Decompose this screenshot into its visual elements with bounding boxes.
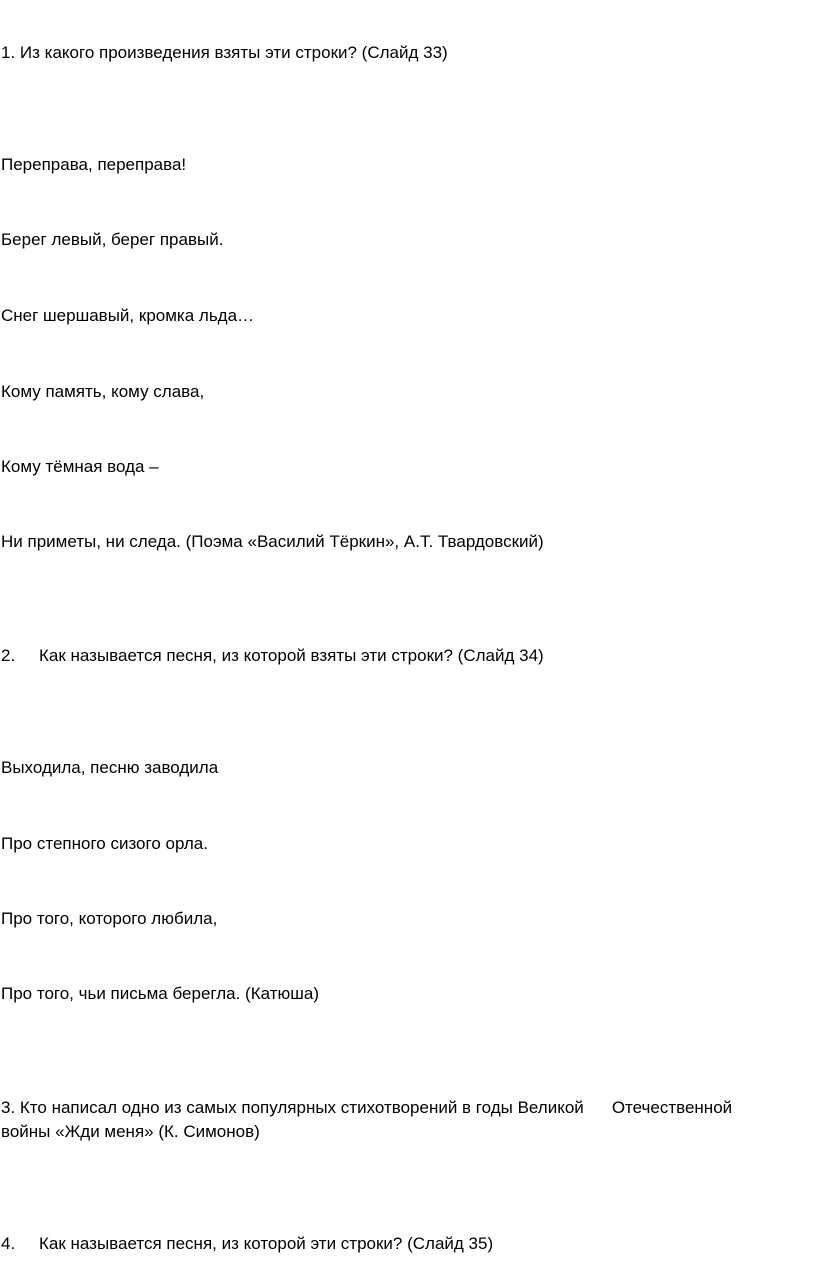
poem-line-answer: Ни приметы, ни следа. (Поэма «Василий Тёркин», А.Т. Твардовский): [1, 532, 544, 551]
poem-line: Берег левый, берег правый.: [1, 230, 224, 249]
question-number: 4.: [1, 1234, 16, 1253]
question-3-text-cont: Отечественной: [611, 1098, 733, 1117]
poem-line: Переправа, переправа!: [1, 155, 187, 174]
song-line-answer: Про того, чьи письма берегла. (Катюша): [1, 984, 319, 1003]
question-1: 1. Из какого произведения взяты эти строки? (Слайд 33): [1, 43, 448, 62]
question-3-line-1: [1, 1096, 801, 1120]
poem-line: Кому память, кому слава,: [1, 382, 205, 401]
question-3: [1, 1096, 801, 1144]
question-3-text: 3. Кто написал одно из самых популярных стихотворений в годы Великой: [1, 1098, 584, 1117]
question-3-line-2: войны «Жди меня» (К. Симонов): [1, 1122, 260, 1141]
poem-line: Снег шершавый, кромка льда…: [1, 306, 255, 325]
question-number: 2.: [1, 646, 16, 665]
song-line: Про того, которого любила,: [1, 909, 218, 928]
song-line: Выходила, песню заводила: [1, 758, 219, 777]
question-2: [1, 646, 544, 666]
poem-line: Кому тёмная вода –: [1, 457, 159, 476]
song-line: Про степного сизого орла.: [1, 834, 208, 853]
question-text: Как называется песня, из которой взяты эти строки? (Слайд 34): [39, 646, 544, 665]
question-4: [1, 1234, 493, 1254]
question-text: Как называется песня, из которой эти строки? (Слайд 35): [39, 1234, 494, 1253]
